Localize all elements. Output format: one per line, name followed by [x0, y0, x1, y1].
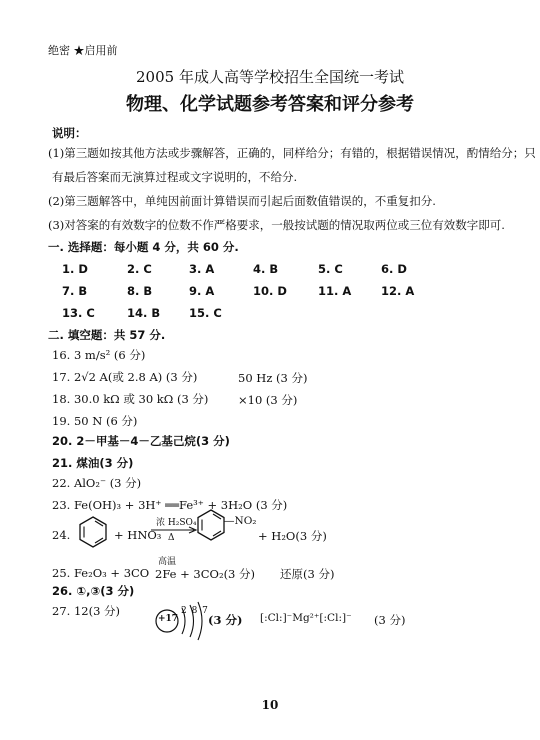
- answer-18a: 18. 30.0 kΩ 或 30 kΩ (3 分): [52, 392, 209, 406]
- answer-24-nitro-group: —NO₂: [224, 515, 257, 527]
- atom-nucleus-label: +17: [158, 614, 179, 624]
- answer-17b: 50 Hz (3 分): [238, 371, 308, 385]
- answer-item: 3. A: [189, 262, 215, 276]
- answer-20: 20. 2－甲基－4－乙基己烷(3 分): [52, 434, 230, 448]
- answer-27: 27. 12(3 分): [52, 604, 121, 618]
- answer-27-formula: [:Cl:]⁻Mg²⁺[:Cl:]⁻: [260, 612, 352, 624]
- answer-21: 21. 煤油(3 分): [52, 456, 134, 470]
- answer-16: 16. 3 m/s² (6 分): [52, 348, 146, 362]
- secret-label: 绝密 ★启用前: [48, 44, 118, 57]
- nitrobenzene-ring-icon: [196, 508, 226, 542]
- answer-22: 22. AlO₂⁻ (3 分): [52, 476, 142, 490]
- answer-item: 12. A: [381, 284, 415, 298]
- answer-24-reagent: + HNO₃: [114, 528, 162, 542]
- answer-item: 11. A: [318, 284, 352, 298]
- answer-sheet-title: 物理、化学试题参考答案和评分参考: [126, 94, 414, 115]
- answer-item: 13. C: [62, 306, 95, 320]
- benzene-ring-icon: [78, 515, 108, 549]
- chlorine-atom-diagram: [150, 598, 209, 642]
- answer-19: 19. 50 N (6 分): [52, 414, 138, 428]
- answer-item: 15. C: [189, 306, 222, 320]
- atom-shell-counts: 2 8 7: [181, 606, 209, 616]
- answer-item: 14. B: [127, 306, 161, 320]
- answer-17a: 17. 2√2 A(或 2.8 A) (3 分): [52, 370, 198, 384]
- answer-24-condition: 浓 H₂SO₄: [156, 518, 197, 528]
- answer-23: 23. Fe(OH)₃ + 3H⁺ ══Fe³⁺ + 3H₂O (3 分): [52, 498, 288, 512]
- answer-item: 4. B: [253, 262, 279, 276]
- note-3: (3)对答案的有效数字的位数不作严格要求，一般按试题的情况取两位或三位有效数字即可.: [48, 218, 505, 232]
- answer-24-product: + H₂O(3 分): [258, 529, 327, 543]
- note-2: (2)第三题解答中，单纯因前面计算错误而引起后面数值错误的，不重复扣分.: [48, 194, 436, 208]
- answer-18b: ×10 (3 分): [238, 393, 298, 407]
- exam-title: 2005 年成人高等学校招生全国统一考试: [136, 68, 404, 86]
- page-number: 10: [261, 698, 279, 712]
- answer-26: 26. ①,③(3 分): [52, 584, 135, 598]
- answer-25-condition: 高温: [158, 557, 177, 567]
- answer-25-products: 2Fe + 3CO₂(3 分): [155, 567, 256, 581]
- answer-25-type: 还原(3 分): [280, 567, 335, 581]
- answer-24-heat: Δ: [168, 533, 175, 543]
- answer-item: 8. B: [127, 284, 153, 298]
- note-1a: (1)第三题如按其他方法或步骤解答，正确的，同样给分；有错的，根据错误情况，酌情给分；只: [48, 146, 536, 160]
- answer-item: 5. C: [318, 262, 343, 276]
- notes-heading: 说明：: [52, 126, 87, 140]
- answer-item: 10. D: [253, 284, 287, 298]
- note-1b: 有最后答案而无演算过程或文字说明的，不给分.: [52, 170, 298, 184]
- answer-item: 6. D: [381, 262, 407, 276]
- answer-27-score-1: (3 分): [208, 613, 243, 627]
- answer-item: 7. B: [62, 284, 88, 298]
- answer-item: 9. A: [189, 284, 215, 298]
- answer-item: 1. D: [62, 262, 88, 276]
- answer-27-score-2: (3 分): [374, 613, 406, 627]
- section2-heading: 二. 填空题：共 57 分.: [48, 328, 166, 342]
- answer-24-number: 24.: [52, 528, 71, 542]
- answer-item: 2. C: [127, 262, 152, 276]
- answer-25-reactants: 25. Fe₂O₃ + 3CO: [52, 566, 150, 580]
- section1-heading: 一. 选择题：每小题 4 分，共 60 分.: [48, 240, 239, 254]
